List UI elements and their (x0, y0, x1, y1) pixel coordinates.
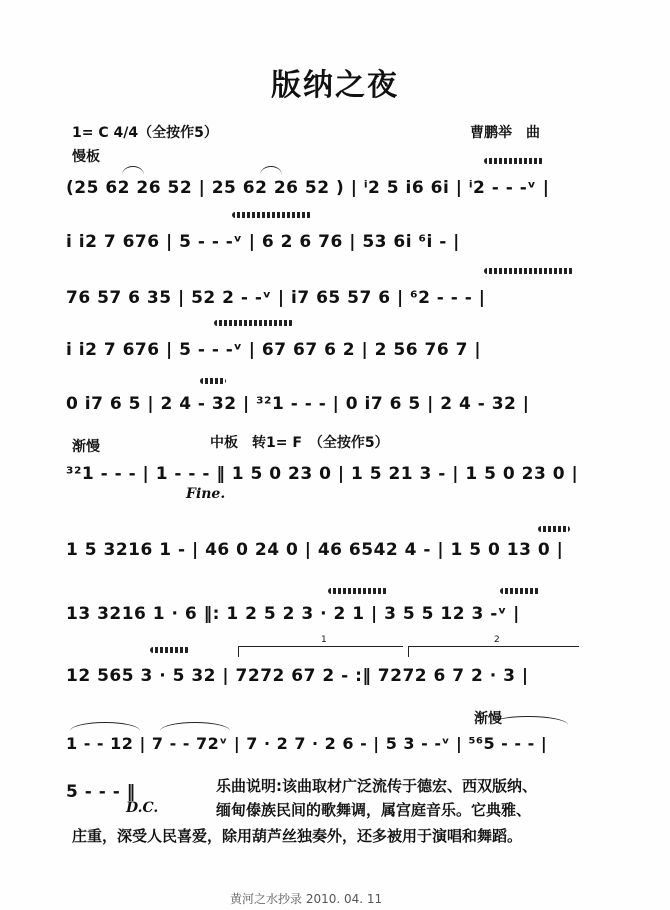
second-ending-bracket: 2 (408, 646, 579, 657)
notation-line: 1 - - 12 | 7 - - 72ᵛ | 7 · 2 7 · 2 6 - | 5 3 - -ᵛ | ⁵⁶5 - - - | (66, 734, 548, 753)
notation-line: 76 57 6 35 | 52 2 - -ᵛ | i7 65 57 6 | ⁶2 - - - | (66, 288, 486, 308)
staff-row-5 (0, 388, 670, 428)
notation-line: 0 i7 6 5 | 2 4 - 32 | ³²1 - - - | 0 i7 6 5 | 2 4 - 32 | (66, 394, 530, 414)
composer-credit: 曹鹏举 曲 (470, 125, 540, 141)
transcriber-credit: 黄河之水抄录 2010. 04. 11 (230, 892, 383, 906)
notation-line: ³²1 - - - | 1 - - - ‖ 1 5 0 23 0 | 1 5 21 3 - | 1 5 0 23 0 | (66, 464, 579, 484)
key-signature: 1= C 4/4（全按作5） (72, 125, 218, 141)
notation-line: 5 - - - ‖ (66, 782, 136, 802)
staff-row-9 (0, 660, 670, 700)
description-line-3: 庄重，深受人民喜爱，除用葫芦丝独奏外，还多被用于演唱和舞蹈。 (72, 827, 523, 845)
trill-mark (484, 158, 544, 164)
description-text: 该曲取材广泛流传于德宏、西双版纳、 (282, 777, 538, 795)
trill-mark (484, 268, 574, 274)
description-label: 乐曲说明: (216, 777, 282, 795)
song-title: 版纳之夜 (271, 68, 399, 103)
staff-row-7 (0, 534, 670, 574)
trill-mark (150, 647, 190, 653)
notation-line: 12 565 3 · 5 32 | 7272 67 2 - :‖ 7272 6 7 2 · 3 | (66, 666, 529, 686)
trill-mark (232, 212, 312, 218)
notation-line: 13 3216 1 · 6 ‖: 1 2 5 2 3 · 2 1 | 3 5 5 12 3 -ᵛ | (66, 604, 520, 624)
tempo-marking-start: 慢板 (72, 149, 100, 165)
tempo-marking-gradual-slow: 渐慢 (72, 439, 100, 455)
description-line-1 (216, 774, 537, 798)
tempo-marking-middle: 中板 转1= F （全按作5） (210, 435, 389, 451)
trill-mark (200, 378, 226, 384)
dc-marking: D.C. (126, 800, 159, 816)
staff-row-6 (0, 458, 670, 498)
staff-row-10 (0, 728, 670, 768)
tempo-marking-gradual-slow: 渐慢 (474, 711, 502, 727)
notation-line: (25 62 26 52 | 25 62 26 52 ) | ⁱ2 5 i6 6i | ⁱ2 - - -ᵛ | (66, 178, 550, 198)
notation-line: 1 5 3216 1 - | 46 0 24 0 | 46 6542 4 - | 1 5 0 13 0 | (66, 540, 564, 560)
staff-row-3 (0, 282, 670, 322)
staff-row-4 (0, 334, 670, 374)
notation-line: i i2 7 676 | 5 - - -ᵛ | 6 2 6 76 | 53 6i ⁶i - | (66, 232, 460, 252)
description-line-2: 缅甸傣族民间的歌舞调，属宫庭音乐。它典雅、 (216, 801, 532, 819)
first-ending-bracket: 1 (238, 646, 403, 657)
staff-row-8 (0, 598, 670, 638)
fine-marking: Fine. (186, 486, 226, 502)
trill-mark (500, 588, 540, 594)
staff-row-1 (0, 172, 670, 212)
trill-mark (538, 526, 570, 532)
staff-row-2 (0, 226, 670, 266)
trill-mark (328, 588, 388, 594)
notation-line: i i2 7 676 | 5 - - -ᵛ | 67 67 6 2 | 2 56 76 7 | (66, 340, 482, 360)
